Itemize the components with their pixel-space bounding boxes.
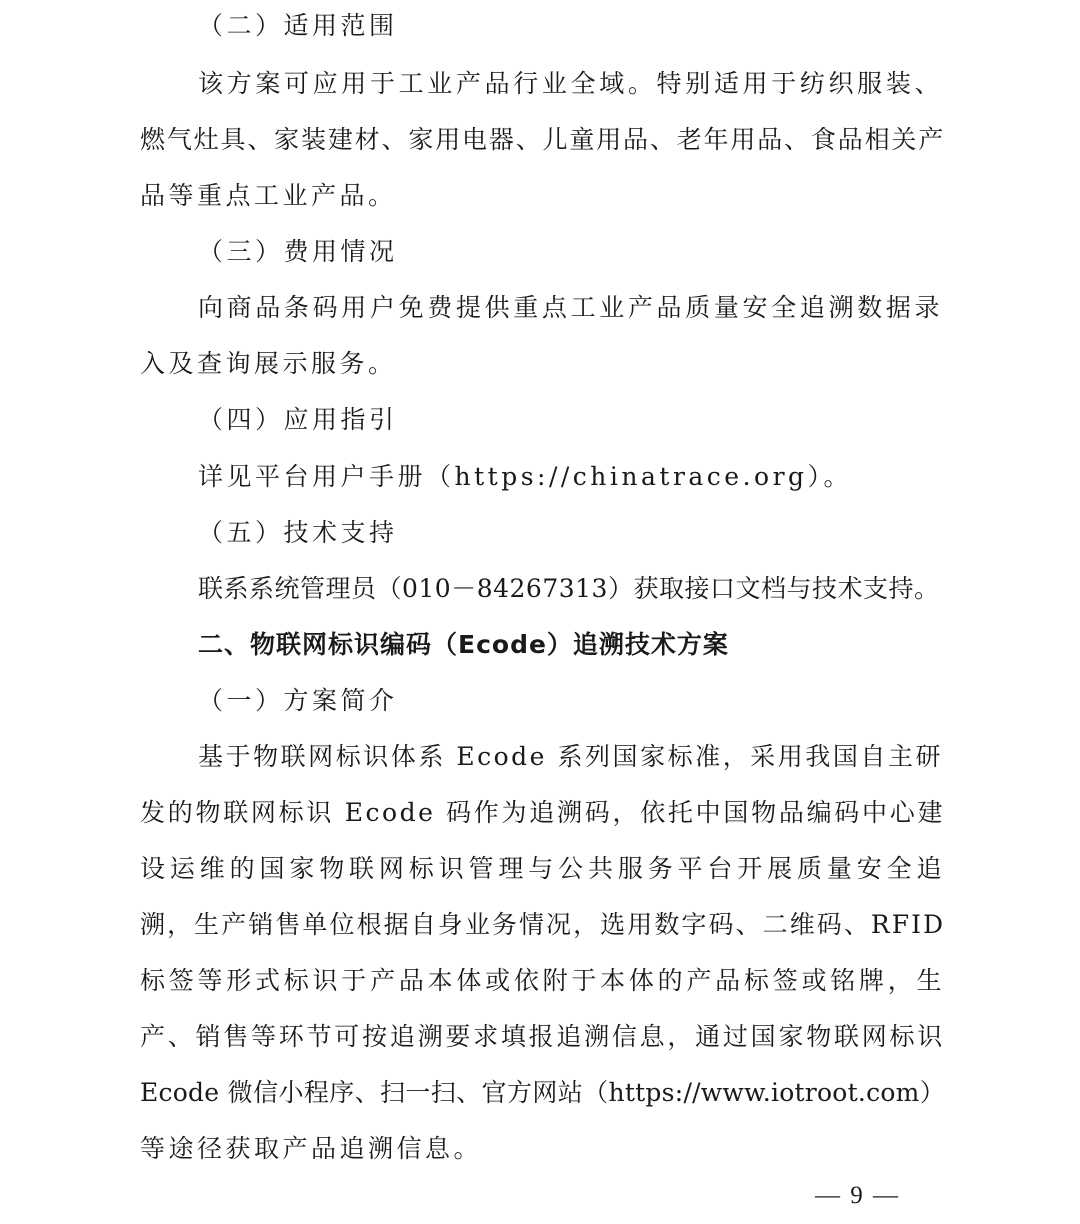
page-number: — 9 — (815, 1182, 900, 1209)
section-heading-guide: （四）应用指引 (198, 405, 398, 434)
paragraph-line: 燃气灶具、家装建材、家用电器、儿童用品、老年用品、食品相关产 (140, 125, 945, 154)
paragraph-line: 产、销售等环节可按追溯要求填报追溯信息，通过国家物联网标识 (140, 1022, 945, 1051)
paragraph-line: 标签等形式标识于产品本体或依附于本体的产品标签或铭牌，生 (140, 966, 945, 995)
paragraph-line: 基于物联网标识体系 Ecode 系列国家标准，采用我国自主研 (198, 742, 943, 771)
paragraph-line: 联系系统管理员（010－84267313）获取接口文档与技术支持。 (198, 574, 940, 603)
paragraph-line: 溯，生产销售单位根据自身业务情况，选用数字码、二维码、RFID (140, 910, 945, 939)
paragraph-line: 等途径获取产品追溯信息。 (140, 1134, 483, 1163)
section-heading-support: （五）技术支持 (198, 518, 398, 547)
paragraph-line: 详见平台用户手册（https://chinatrace.org）。 (198, 462, 853, 491)
paragraph-line: 品等重点工业产品。 (140, 181, 397, 210)
paragraph-line: 发的物联网标识 Ecode 码作为追溯码，依托中国物品编码中心建 (140, 798, 945, 827)
paragraph-line: 设运维的国家物联网标识管理与公共服务平台开展质量安全追 (140, 854, 945, 883)
section-heading-intro: （一）方案简介 (198, 686, 398, 715)
chapter-heading-ecode: 二、物联网标识编码（Ecode）追溯技术方案 (198, 630, 729, 659)
section-heading-scope: （二）适用范围 (198, 11, 398, 40)
paragraph-line: Ecode 微信小程序、扫一扫、官方网站（https://www.iotroot.com） (140, 1078, 945, 1107)
section-heading-cost: （三）费用情况 (198, 237, 398, 266)
paragraph-line: 该方案可应用于工业产品行业全域。特别适用于纺织服装、 (198, 69, 943, 98)
paragraph-line: 入及查询展示服务。 (140, 349, 397, 378)
paragraph-line: 向商品条码用户免费提供重点工业产品质量安全追溯数据录 (198, 293, 943, 322)
